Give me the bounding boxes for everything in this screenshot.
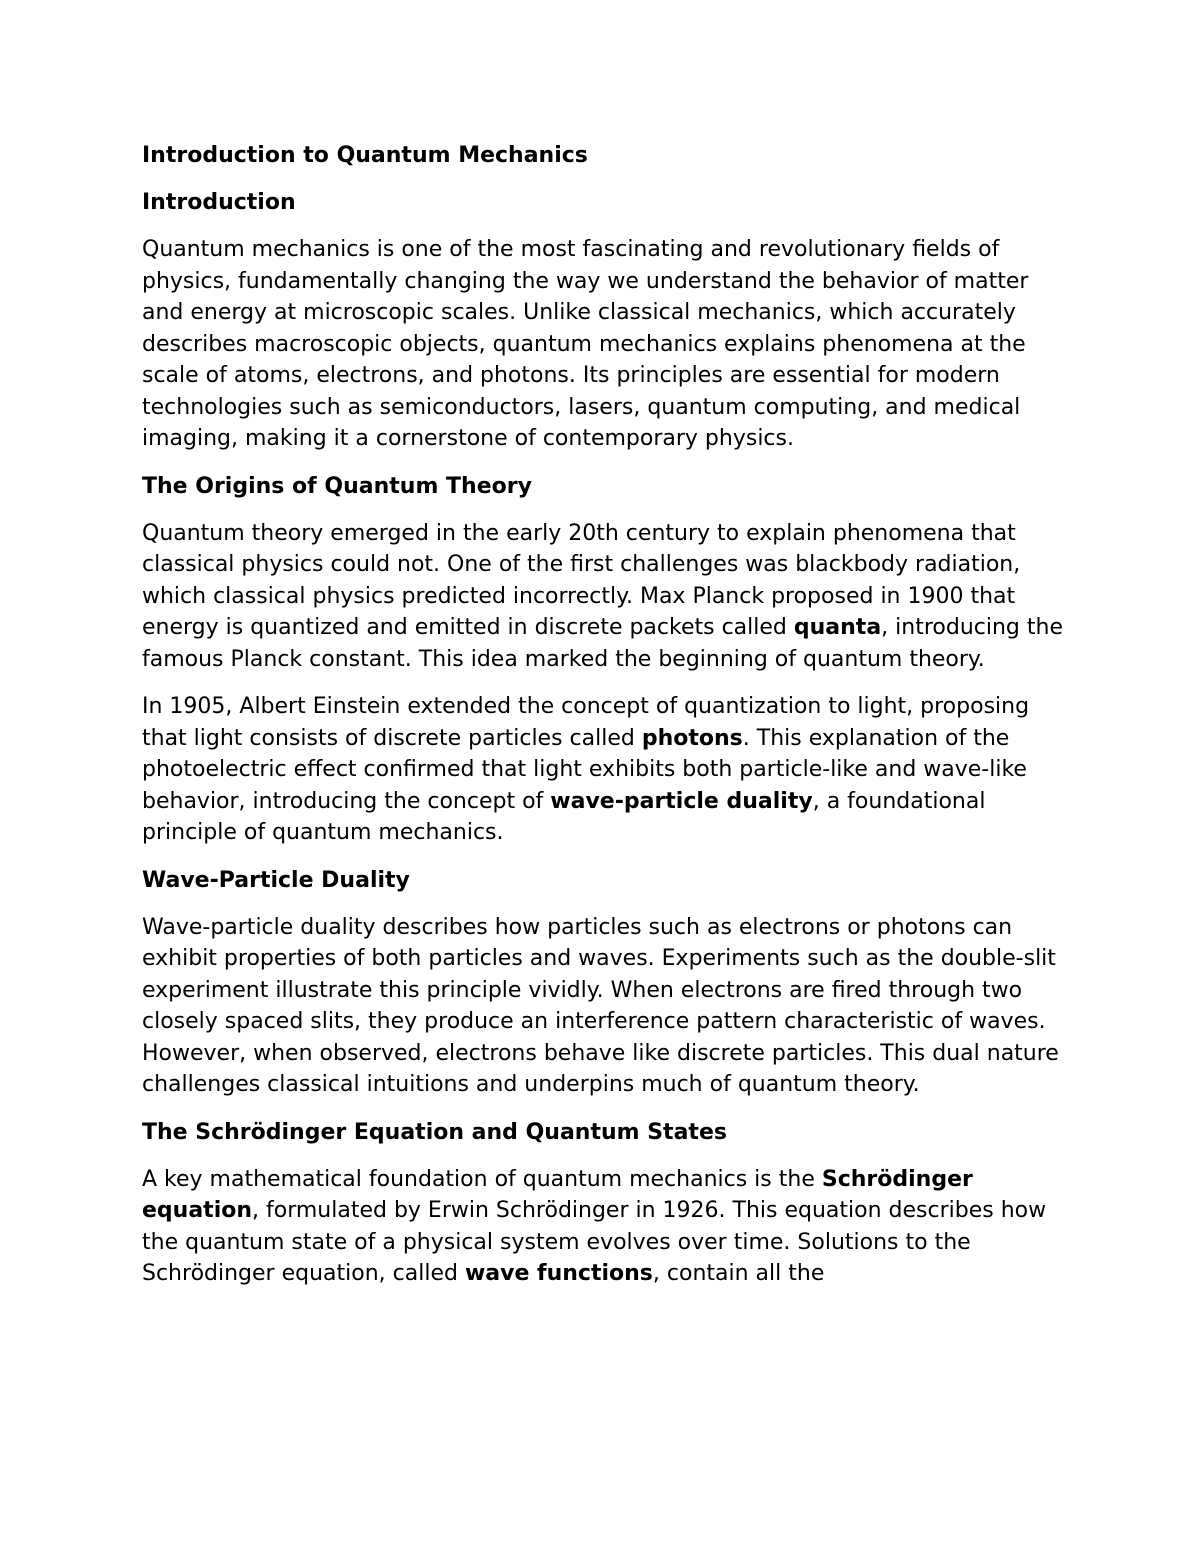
text-run: In 1905, Albert Einstein extended the concept of quantization to light, proposing that light consists of discrete particles called — [142, 694, 1030, 751]
paragraph-schrodinger — [142, 1164, 1072, 1290]
document-page — [142, 140, 1072, 1306]
paragraph-introduction: Quantum mechanics is one of the most fascinating and revolutionary fields of physics, fundamentally changing the way we understand the behavior of matter and energy at microscopic scales. Unlike classical mechanics, which accurately describes macroscopic objects, quantum mechanics explains phenomena at the scale of atoms, electrons, and photons. Its principles are essential for modern technologies such as semiconductors, lasers, quantum computing, and medical imaging, making it a cornerstone of contemporary physics. — [142, 237, 1029, 451]
heading-origins: The Origins of Quantum Theory — [142, 473, 532, 499]
text-run: , introducing the famous Planck constant. This idea marked the beginning of quantum theory. — [142, 615, 1063, 672]
bold-term-quanta: quanta — [793, 615, 882, 640]
heading-wave-particle-duality: Wave-Particle Duality — [142, 867, 410, 893]
text-run: A key mathematical foundation of quantum mechanics is the — [142, 1166, 822, 1192]
paragraph-origins-2 — [142, 691, 1072, 849]
text-run: , contain all the — [652, 1261, 825, 1286]
heading-schrodinger: The Schrödinger Equation and Quantum States — [142, 1119, 727, 1145]
bold-term-photons: photons — [641, 725, 743, 751]
paragraph-wave-particle-duality: Wave-particle duality describes how particles such as electrons or photons can exhibit properties of both particles and waves. Experiments such as the double-slit experiment illustrate this principle vividly. When electrons are fired through two closely spaced slits, they produce an interference pattern characteristic of waves. However, when observed, electrons behave like discrete particles. This dual nature challenges classical intuitions and underpins much of quantum theory. — [142, 914, 1059, 1097]
bold-term-wave-functions: wave functions — [464, 1261, 653, 1286]
heading-introduction: Introduction — [142, 190, 296, 215]
paragraph-origins-1 — [142, 518, 1072, 676]
text-run: , formulated by Erwin Schrödinger in 1926. This equation describes how the quantum state of a physical system evolves over time. Solutions to the Schrödinger equation, called — [142, 1198, 1047, 1286]
bold-term-schrodinger-equation: Schrödinger equation — [142, 1166, 973, 1223]
text-run: Quantum theory emerged in the early 20th century to explain phenomena that classical physics could not. One of the first challenges was blackbody radiation, which classical physics predicted incorrectly. Max Planck proposed in 1900 that energy is quantized and emitted in discrete packets called — [142, 520, 1021, 640]
text-run: . This explanation of the photoelectric effect confirmed that light exhibits both particle-like and wave-like behavior, introducing the concept of — [142, 725, 1027, 814]
bold-term-wave-particle-duality: wave-particle duality — [550, 788, 813, 814]
document-title: Introduction to Quantum Mechanics — [142, 143, 588, 168]
text-run: , a foundational principle of quantum mechanics. — [142, 788, 986, 845]
